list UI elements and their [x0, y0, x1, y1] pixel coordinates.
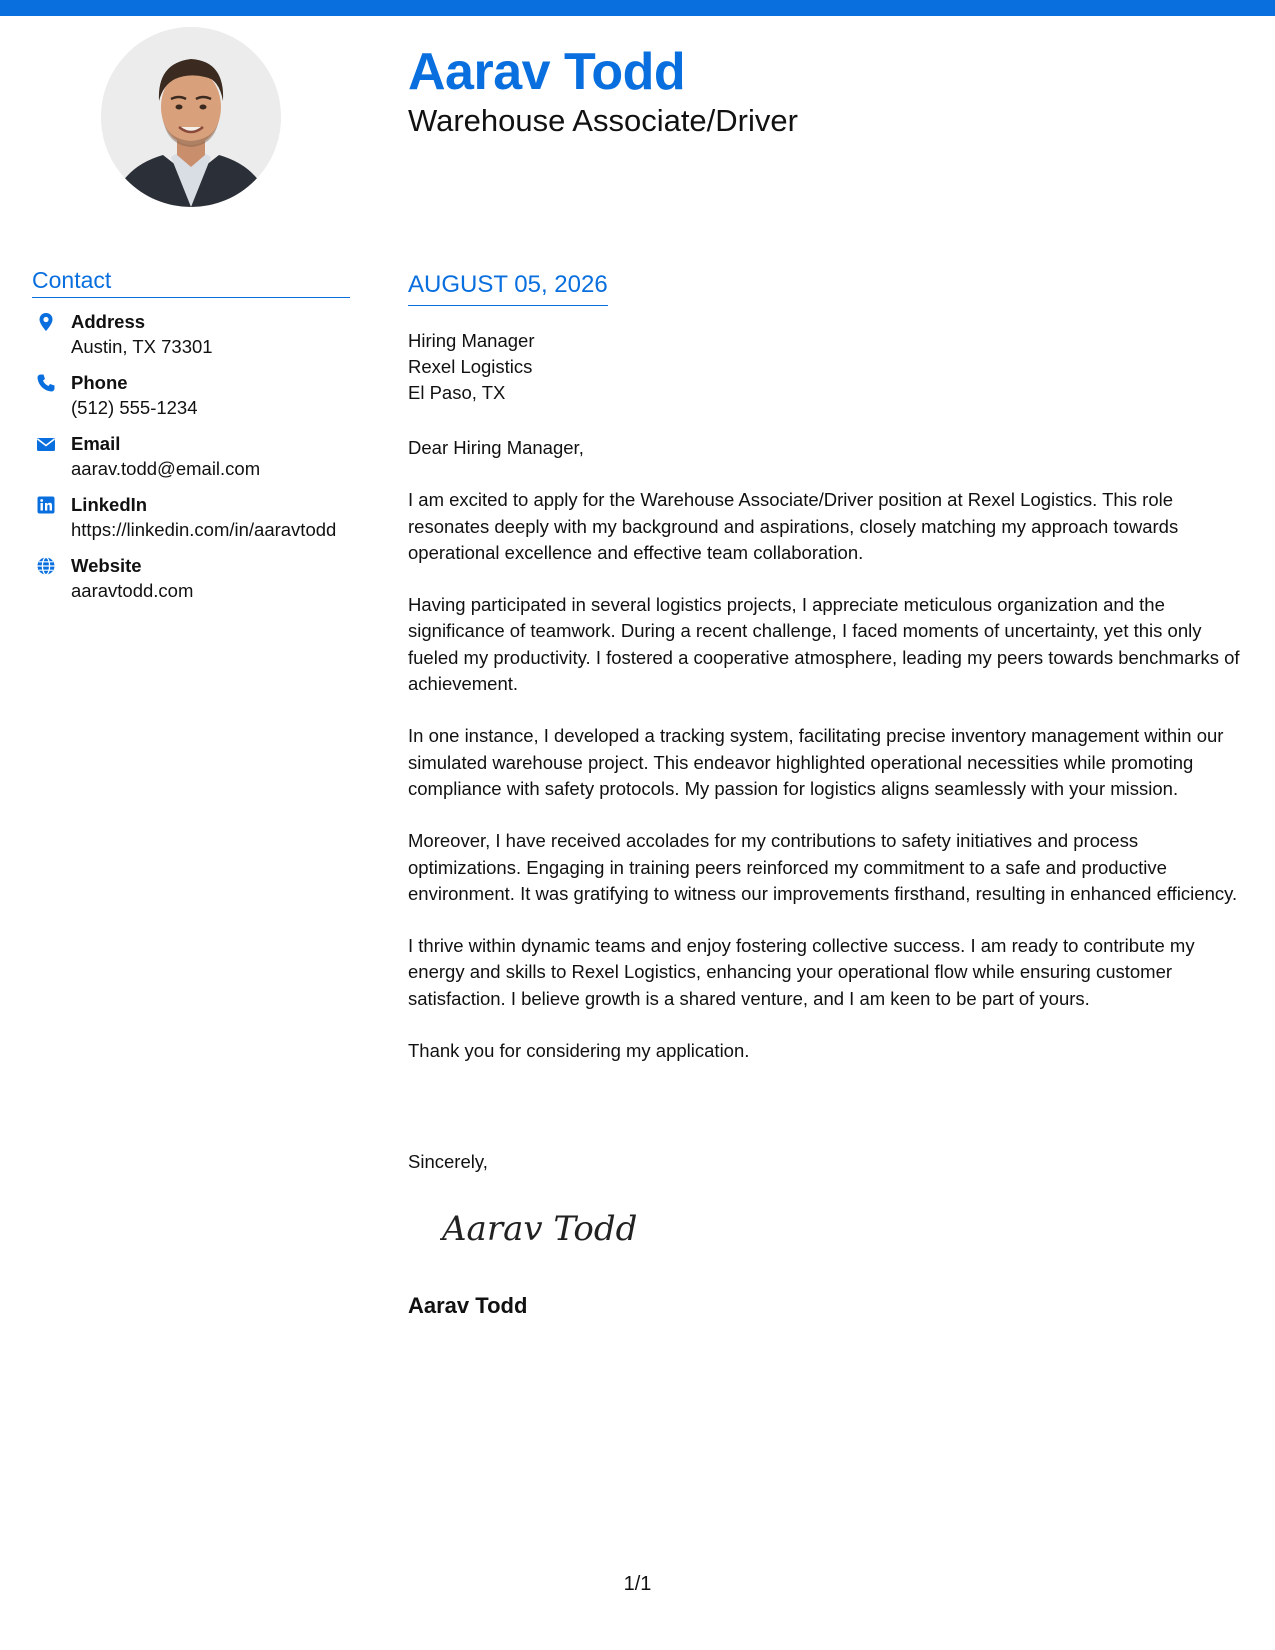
phone-icon [36, 373, 56, 393]
avatar [101, 27, 281, 207]
signature-text: Aarav Todd [442, 1209, 638, 1249]
body-paragraph: I thrive within dynamic teams and enjoy fostering collective success. I am ready to contribute my energy and skills to Rexel Logistics, enhancing your operational flow while ensuring customer satisfaction. I believe growth is a shared venture, and I am keen to be part of yours. [408, 935, 1195, 1009]
thanks-line: Thank you for considering my application. [408, 1040, 750, 1062]
contact-label: Address [71, 311, 146, 332]
email-value[interactable]: aarav.todd@email.com [71, 458, 261, 479]
closing: Sincerely, [408, 1151, 488, 1172]
linkedin-icon [36, 495, 56, 515]
contact-list [32, 309, 350, 614]
recipient-line: Hiring Manager [408, 330, 535, 351]
letter-body [408, 435, 1243, 1090]
body-paragraph: In one instance, I developed a tracking system, facilitating precise inventory management within our simulated warehouse project. This endeavor highlighted operational necessities while promoting compliance with safety protocols. My passion for logistics aligns seamlessly with your mission. [408, 725, 1224, 799]
contact-heading: Contact [32, 266, 350, 298]
map-pin-icon [36, 312, 56, 332]
body-paragraph: Having participated in several logistics projects, I appreciate meticulous organization and the significance of teamwork. During a recent challenge, I faced moments of uncertainty, yet this only fueled my productivity. I fostered a cooperative atmosphere, leading my peers towards benchmarks of achievement. [408, 594, 1240, 695]
signature [440, 1200, 640, 1252]
recipient-line: El Paso, TX [408, 382, 506, 403]
top-accent-bar [0, 0, 1275, 16]
envelope-icon [36, 434, 56, 454]
website-value[interactable]: aaravtodd.com [71, 580, 194, 601]
phone-value[interactable]: (512) 555-1234 [71, 397, 198, 418]
job-title: Warehouse Associate/Driver [408, 103, 798, 138]
page-number: 1/1 [623, 1573, 652, 1595]
globe-icon [36, 556, 56, 576]
contact-item-linkedin [32, 492, 350, 542]
letter-date: AUGUST 05, 2026 [408, 271, 608, 306]
body-paragraph: Moreover, I have received accolades for my contributions to safety initiatives and process optimizations. Engaging in training peers reinforced my commitment to a safe and productive environment. It was gratifying to witness our improvements firsthand, resulting in enhanced efficiency. [408, 830, 1238, 904]
contact-item-email [32, 431, 350, 481]
contact-label: Website [71, 555, 142, 576]
recipient-line: Rexel Logistics [408, 356, 533, 377]
profile-photo [101, 27, 281, 207]
body-paragraph: I am excited to apply for the Warehouse Associate/Driver position at Rexel Logistics. This role resonates deeply with my background and aspirations, closely matching my approach towards operational excellence and effective team collaboration. [408, 489, 1179, 563]
recipient-block [408, 328, 534, 406]
greeting: Dear Hiring Manager, [408, 437, 584, 458]
address-value: Austin, TX 73301 [71, 336, 213, 357]
contact-label: LinkedIn [71, 494, 148, 515]
contact-label: Email [71, 433, 121, 454]
contact-item-phone [32, 370, 350, 420]
contact-item-website [32, 553, 350, 603]
contact-item-address [32, 309, 350, 359]
contact-label: Phone [71, 372, 128, 393]
signer-name: Aarav Todd [408, 1293, 528, 1318]
candidate-name: Aarav Todd [408, 43, 686, 101]
linkedin-value[interactable]: https://linkedin.com/in/aaravtodd [71, 519, 337, 540]
